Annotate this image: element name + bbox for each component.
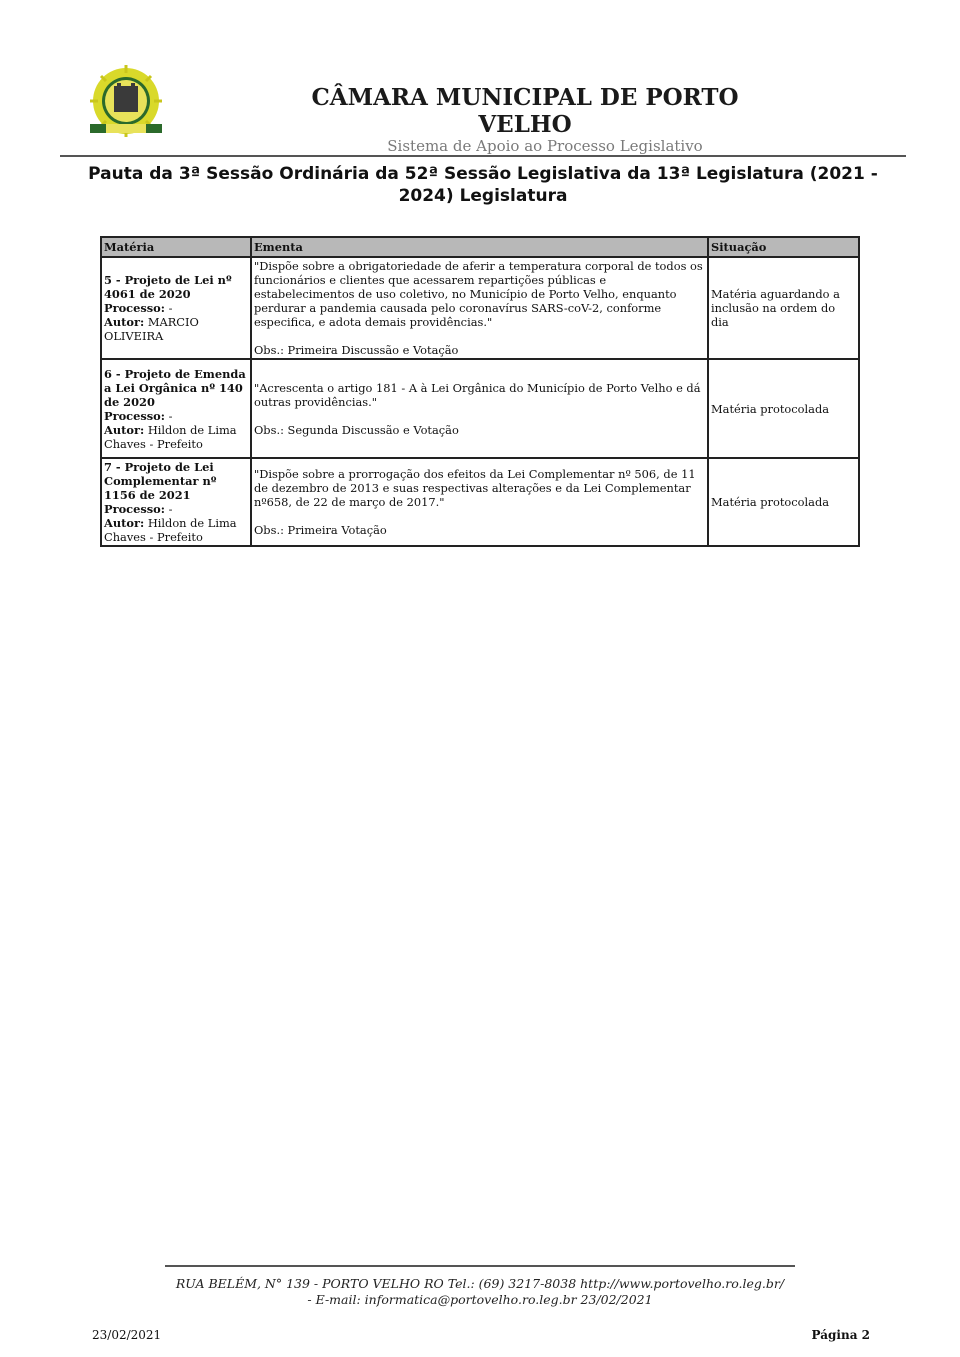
org-title-line2: VELHO [478,111,572,138]
situacao-cell: Matéria protocolada [708,359,859,458]
obs-text: Obs.: Primeira Votação [253,523,387,537]
materia-title: 6 - Projeto de Emenda a Lei Orgânica nº 140 de 2020 [104,366,246,409]
situacao-cell: Matéria protocolada [708,458,859,546]
obs-text: Obs.: Primeira Discussão e Votação [253,343,459,357]
materia-cell [101,257,251,359]
header-materia: Matéria [101,237,251,257]
autor-value: Hildon de Lima Chaves - Prefeito [104,422,237,451]
ementa-text: "Dispõe sobre a prorrogação dos efeitos da Lei Complementar nº 506, de 11 de dezembro de 2013 e suas respectivas alterações e da Lei Complementar nº658, de 22 de março de 2017." [253,467,696,509]
table-row [101,458,859,546]
camara-seal-logo [80,64,172,140]
org-title-line1: CÂMARA MUNICIPAL DE PORTO [311,84,739,111]
system-subtitle: Sistema de Apoio ao Processo Legislativo [387,137,703,155]
situacao-cell: Matéria aguardando a inclusão na ordem do dia [708,257,859,359]
footer-divider [165,1265,795,1267]
ementa-cell [251,359,708,458]
obs-text: Obs.: Segunda Discussão e Votação [253,422,459,437]
autor-label: Autor: [104,422,145,437]
processo-value: - [168,502,173,516]
materia-title: 7 - Projeto de Lei Complementar nº 1156 de 2021 [104,460,217,502]
header-ementa: Ementa [251,237,708,257]
ementa-cell [251,257,708,359]
autor-value: Hildon de Lima Chaves - Prefeito [104,516,237,544]
processo-label: Processo: [104,502,165,516]
document-title-line2: 2024) Legislatura [398,186,568,206]
processo-label: Processo: [104,301,165,315]
table-row [101,359,859,458]
table-header-row [101,237,859,257]
autor-label: Autor: [104,315,145,329]
header-situacao: Situação [708,237,859,257]
pauta-table [100,236,860,547]
footer-address: RUA BELÉM, N° 139 - PORTO VELHO RO Tel.: (69) 3217-8038 http://www.portovelho.ro.leg.br/ [175,1276,785,1291]
autor-value: MARCIO OLIVEIRA [104,315,199,343]
footer-email: - E-mail: informatica@portovelho.ro.leg.br 23/02/2021 [307,1292,653,1307]
ementa-text: "Acrescenta o artigo 181 - A à Lei Orgânica do Município de Porto Velho e dá outras providências." [253,380,701,409]
document-title [60,163,906,207]
table-row [101,257,859,359]
page-number: Página 2 [811,1328,870,1342]
processo-value: - [168,408,173,423]
header-divider [60,155,906,157]
materia-cell [101,359,251,458]
processo-value: - [168,301,173,315]
page-date: 23/02/2021 [92,1328,162,1342]
autor-label: Autor: [104,516,145,530]
materia-cell [101,458,251,546]
ementa-cell [251,458,708,546]
document-title-line1: Pauta da 3ª Sessão Ordinária da 52ª Sessão Legislativa da 13ª Legislatura (2021 - [88,164,878,184]
org-title [250,84,800,138]
processo-label: Processo: [104,408,165,423]
materia-title: 5 - Projeto de Lei nº 4061 de 2020 [104,273,232,301]
ementa-text: "Dispõe sobre a obrigatoriedade de aferir a temperatura corporal de todos os funcionários e clientes que acessarem repartições públicas e estabelecimentos de uso coletivo, no Município de Porto Velho, enquanto perdurar a pandemia causada pelo coronavírus SARS-coV-2, conforme especifica, e adota demais providências." [253,259,703,329]
